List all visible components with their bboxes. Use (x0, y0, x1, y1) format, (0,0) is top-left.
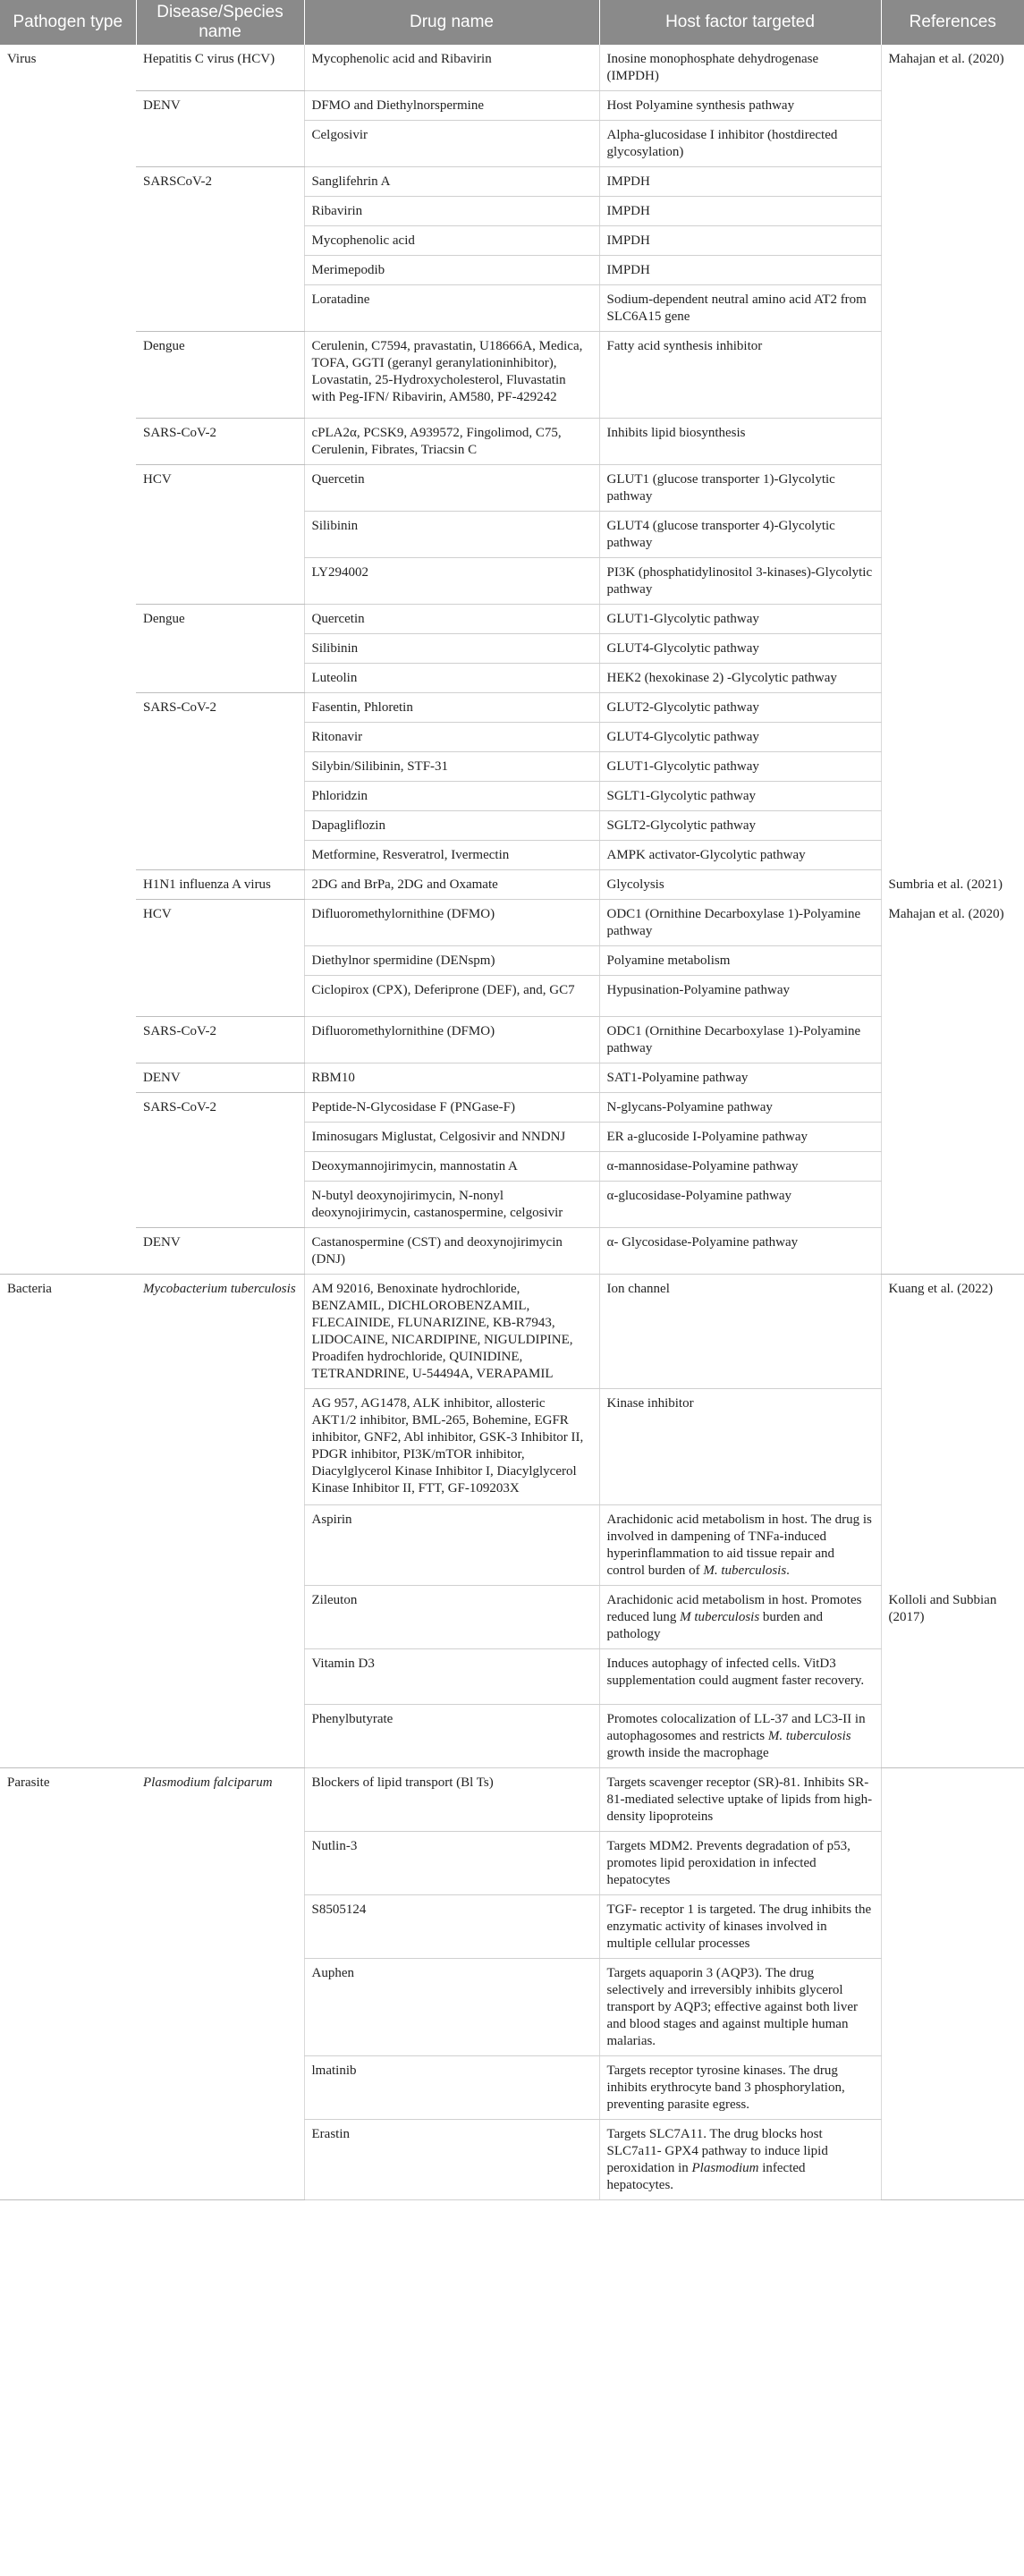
host-factor-text: GLUT4-Glycolytic pathway (606, 730, 759, 744)
drug-name-cell: Ribavirin (304, 197, 599, 226)
reference-cell: Kuang et al. (2022) (881, 1275, 1024, 1586)
species-cell (136, 900, 304, 1017)
drug-name-cell: 2DG and BrPa, 2DG and Oxamate (304, 870, 599, 900)
species-name: SARS-CoV-2 (143, 426, 216, 440)
host-factor-cell (599, 841, 881, 870)
drug-name-cell: Cerulenin, C7594, pravastatin, U18666A, Medica, TOFA, GGTI (geranyl geranylationinhibitor), Lovastatin, 25-Hydroxycholesterol, Fluvastatin with Peg-IFN/ Ribavirin, AM580, PF-429242 (304, 332, 599, 419)
host-factor-cell (599, 121, 881, 167)
drug-name-cell: Aspirin (304, 1505, 599, 1586)
species-name: SARSCoV-2 (143, 174, 212, 189)
host-factor-cell (599, 2120, 881, 2200)
host-factor-text-end: burden and pathology (606, 1610, 823, 1641)
drug-name-cell: Quercetin (304, 465, 599, 512)
host-factor-cell (599, 512, 881, 558)
host-factor-cell (599, 1152, 881, 1182)
table-row (0, 605, 1024, 634)
host-factor-text: Targets scavenger receptor (SR)-81. Inhibits SR-81-mediated selective uptake of lipids from high-density lipoproteins (606, 1775, 873, 1824)
host-factor-cell (599, 723, 881, 752)
table-row (0, 1093, 1024, 1123)
species-name: DENV (143, 1071, 181, 1085)
drug-name-cell: DFMO and Diethylnorspermine (304, 91, 599, 121)
species-name: SARS-CoV-2 (143, 700, 216, 715)
host-factor-text: GLUT4-Glycolytic pathway (606, 641, 759, 656)
host-factor-text: Polyamine metabolism (606, 953, 731, 968)
host-factor-cell (599, 45, 881, 91)
host-factor-text: Inhibits lipid biosynthesis (606, 426, 746, 440)
species-cell (136, 870, 304, 900)
header-pathogen-type: Pathogen type (0, 0, 136, 45)
species-name: SARS-CoV-2 (143, 1100, 216, 1114)
species-cell (136, 45, 304, 91)
drug-name-cell: RBM10 (304, 1063, 599, 1093)
drug-name-cell: lmatinib (304, 2056, 599, 2120)
drug-name-cell: Blockers of lipid transport (Bl Ts) (304, 1768, 599, 1832)
host-factor-cell (599, 285, 881, 332)
host-factor-text: Targets SLC7A11. The drug blocks host SLC7a11- GPX4 pathway to induce lipid peroxidation in (606, 2127, 828, 2175)
table-row (0, 465, 1024, 512)
table-row (0, 1768, 1024, 1832)
host-factor-cell (599, 465, 881, 512)
drug-name-cell: AG 957, AG1478, ALK inhibitor, allosteric AKT1/2 inhibitor, BML-265, Bohemine, EGFR inhibitor, GNF2, Abl inhibitor, GSK-3 Inhibitor II, PDGR inhibitor, PI3K/mTOR inhibitor, Diacylglycerol Kinase Inhibitor I, Diacylglycerol Kinase Inhibitor II, FTT, GF-109203X (304, 1389, 599, 1505)
drug-name-cell: Sanglifehrin A (304, 167, 599, 197)
reference-cell: Mahajan et al. (2020) (881, 900, 1024, 1275)
drug-name-cell: Phenylbutyrate (304, 1705, 599, 1768)
host-factor-text: HEK2 (hexokinase 2) -Glycolytic pathway (606, 671, 837, 685)
host-factor-text-end: infected hepatocytes. (606, 2161, 806, 2192)
drug-name-cell: AM 92016, Benoxinate hydrochloride, BENZAMIL, DICHLOROBENZAMIL, FLECAINIDE, FLUNARIZINE, KB-R7943, LIDOCAINE, NICARDIPINE, NIGULDIPINE, Proadifen hydrochloride, QUINIDINE, TETRANDRINE, U-54494A, VERAPAMIL (304, 1275, 599, 1389)
species-cell (136, 419, 304, 465)
host-factor-text: Ion channel (606, 1282, 670, 1296)
table-row (0, 419, 1024, 465)
table-header-row (0, 0, 1024, 45)
host-factor-text: Arachidonic acid metabolism in host. The drug is involved in dampening of TNFa-induced hyperinflammation to aid tissue repair and control burden of (606, 1513, 872, 1578)
table-row (0, 1228, 1024, 1275)
host-factor-cell (599, 1586, 881, 1649)
species-cell (136, 91, 304, 167)
species-cell (136, 167, 304, 332)
drug-name-cell: Ritonavir (304, 723, 599, 752)
drug-name-cell: Difluoromethylornithine (DFMO) (304, 900, 599, 946)
host-factor-cell (599, 1505, 881, 1586)
host-factor-cell (599, 634, 881, 664)
host-factor-cell (599, 811, 881, 841)
host-factor-cell (599, 256, 881, 285)
host-factor-species: M. tuberculosis (767, 1729, 851, 1743)
species-cell (136, 1275, 304, 1768)
species-name: SARS-CoV-2 (143, 1024, 216, 1038)
drug-name-cell: Silibinin (304, 634, 599, 664)
host-factor-text: Hypusination-Polyamine pathway (606, 983, 791, 997)
species-name: Dengue (143, 339, 185, 353)
drug-name-cell: Ciclopirox (CPX), Deferiprone (DEF), and, GC7 (304, 976, 599, 1017)
host-factor-cell (599, 197, 881, 226)
host-factor-text: Fatty acid synthesis inhibitor (606, 339, 763, 353)
host-factor-text: Targets aquaporin 3 (AQP3). The drug selectively and irreversibly inhibits glycerol transport by AQP3; effective against both liver and blood stages and against multiple human malarias. (606, 1966, 858, 2048)
host-factor-cell (599, 752, 881, 782)
drug-name-cell: Nutlin-3 (304, 1832, 599, 1895)
host-factor-text: α-glucosidase-Polyamine pathway (606, 1189, 792, 1203)
host-factor-cell (599, 946, 881, 976)
host-factor-text: Arachidonic acid metabolism in host. Promotes reduced lung (606, 1593, 862, 1624)
pathogen-type-cell: Bacteria (0, 1275, 136, 1768)
host-factor-text: Host Polyamine synthesis pathway (606, 98, 795, 113)
host-factor-cell (599, 900, 881, 946)
species-cell (136, 1228, 304, 1275)
species-name: Mycobacterium tuberculosis (143, 1282, 296, 1296)
host-factor-cell (599, 419, 881, 465)
host-factor-cell (599, 558, 881, 605)
host-factor-text: AMPK activator-Glycolytic pathway (606, 848, 806, 862)
drug-name-cell: LY294002 (304, 558, 599, 605)
host-factor-cell (599, 1182, 881, 1228)
species-name: DENV (143, 1235, 181, 1250)
host-factor-text: ER a-glucoside I-Polyamine pathway (606, 1130, 808, 1144)
species-name: Dengue (143, 612, 185, 626)
host-factor-text: Induces autophagy of infected cells. VitD3 supplementation could augment faster recovery. (606, 1657, 865, 1688)
drug-name-cell: Mycophenolic acid and Ribavirin (304, 45, 599, 91)
table-row (0, 45, 1024, 91)
host-factor-cell (599, 1649, 881, 1705)
table-row (0, 332, 1024, 419)
table-row (0, 1063, 1024, 1093)
host-factor-text: α-mannosidase-Polyamine pathway (606, 1159, 799, 1174)
host-factor-cell (599, 1768, 881, 1832)
table-row (0, 91, 1024, 121)
reference-cell: Mahajan et al. (2020) (881, 45, 1024, 870)
drug-name-cell: Deoxymannojirimycin, mannostatin A (304, 1152, 599, 1182)
host-factor-text: GLUT1-Glycolytic pathway (606, 612, 759, 626)
host-factor-cell (599, 976, 881, 1017)
host-factor-text: GLUT1 (glucose transporter 1)-Glycolytic pathway (606, 472, 835, 504)
host-factor-text: ODC1 (Ornithine Decarboxylase 1)-Polyamine pathway (606, 907, 861, 938)
host-factor-text: Inosine monophosphate dehydrogenase (IMPDH) (606, 52, 819, 83)
drug-name-cell: Silybin/Silibinin, STF-31 (304, 752, 599, 782)
host-factor-text: TGF- receptor 1 is targeted. The drug inhibits the enzymatic activity of kinases involved in multiple cellular processes (606, 1902, 872, 1951)
host-factor-text: IMPDH (606, 204, 650, 218)
table-row (0, 1275, 1024, 1389)
species-cell (136, 465, 304, 605)
host-factor-text: PI3K (phosphatidylinositol 3-kinases)-Glycolytic pathway (606, 565, 873, 597)
drug-name-cell: Vitamin D3 (304, 1649, 599, 1705)
host-factor-text: GLUT4 (glucose transporter 4)-Glycolytic pathway (606, 519, 835, 550)
drug-name-cell: Peptide-N-Glycosidase F (PNGase-F) (304, 1093, 599, 1123)
species-name: Hepatitis C virus (HCV) (143, 52, 275, 66)
header-drug-name: Drug name (304, 0, 599, 45)
host-factor-cell (599, 1389, 881, 1505)
species-cell (136, 1093, 304, 1228)
host-factor-text: Promotes colocalization of LL-37 and LC3-II in autophagosomes and restricts (606, 1712, 866, 1743)
host-factor-text: Alpha-glucosidase I inhibitor (hostdirected glycosylation) (606, 128, 838, 159)
drug-name-cell: Merimepodib (304, 256, 599, 285)
drug-name-cell: S8505124 (304, 1895, 599, 1959)
host-factor-cell (599, 2056, 881, 2120)
header-host-factor: Host factor targeted (599, 0, 881, 45)
host-factor-cell (599, 664, 881, 693)
species-cell (136, 1063, 304, 1093)
drug-name-cell: Luteolin (304, 664, 599, 693)
drug-name-cell: Zileuton (304, 1586, 599, 1649)
host-factor-species: M. tuberculosis (703, 1563, 787, 1578)
host-factor-text: Kinase inhibitor (606, 1396, 694, 1411)
host-factor-cell (599, 782, 881, 811)
host-factor-cell (599, 1275, 881, 1389)
host-factor-cell (599, 226, 881, 256)
host-factor-cell (599, 1895, 881, 1959)
drug-name-cell: Difluoromethylornithine (DFMO) (304, 1017, 599, 1063)
host-factor-cell (599, 91, 881, 121)
drug-name-cell: Mycophenolic acid (304, 226, 599, 256)
drug-name-cell: Metformine, Resveratrol, Ivermectin (304, 841, 599, 870)
drug-name-cell: Quercetin (304, 605, 599, 634)
host-factor-cell (599, 1959, 881, 2056)
host-factor-species: Plasmodium (691, 2161, 759, 2175)
table-body (0, 45, 1024, 2200)
species-name: Plasmodium falciparum (143, 1775, 273, 1790)
drug-name-cell: Auphen (304, 1959, 599, 2056)
species-cell (136, 693, 304, 870)
host-factor-species: M tuberculosis (680, 1610, 760, 1624)
host-factor-text: IMPDH (606, 174, 650, 189)
pathogen-type-cell: Virus (0, 45, 136, 1275)
host-factor-text: α- Glycosidase-Polyamine pathway (606, 1235, 799, 1250)
host-factor-text: Glycolysis (606, 877, 664, 892)
host-factor-text: Targets MDM2. Prevents degradation of p53, promotes lipid peroxidation in infected hepatocytes (606, 1839, 851, 1887)
species-cell (136, 1017, 304, 1063)
drug-name-cell: N-butyl deoxynojirimycin, N-nonyl deoxynojirimycin, castanospermine, celgosivir (304, 1182, 599, 1228)
host-factor-cell (599, 1063, 881, 1093)
host-factor-cell (599, 1228, 881, 1275)
host-factor-text: Targets receptor tyrosine kinases. The drug inhibits erythrocyte band 3 phosphorylation, preventing parasite egress. (606, 2063, 845, 2112)
species-cell (136, 605, 304, 693)
host-factor-cell (599, 1017, 881, 1063)
host-factor-cell (599, 605, 881, 634)
table-row (0, 167, 1024, 197)
reference-cell: Sumbria et al. (2021) (881, 870, 1024, 900)
drug-name-cell: Silibinin (304, 512, 599, 558)
reference-cell (881, 1768, 1024, 2200)
species-cell (136, 1768, 304, 2200)
species-name: HCV (143, 472, 172, 487)
host-factor-text: SAT1-Polyamine pathway (606, 1071, 749, 1085)
species-name: DENV (143, 98, 181, 113)
table-row (0, 693, 1024, 723)
host-factor-cell (599, 870, 881, 900)
host-factor-text: GLUT1-Glycolytic pathway (606, 759, 759, 774)
species-cell (136, 332, 304, 419)
pathogen-type-cell: Parasite (0, 1768, 136, 2200)
host-factor-cell (599, 332, 881, 419)
drug-name-cell: Dapagliflozin (304, 811, 599, 841)
table-row (0, 870, 1024, 900)
drug-name-cell: Phloridzin (304, 782, 599, 811)
species-name: HCV (143, 907, 172, 921)
header-references: References (881, 0, 1024, 45)
header-species: Disease/Species name (136, 0, 304, 45)
host-factor-cell (599, 1705, 881, 1768)
drug-name-cell: Castanospermine (CST) and deoxynojirimycin (DNJ) (304, 1228, 599, 1275)
drug-name-cell: Iminosugars Miglustat, Celgosivir and NNDNJ (304, 1123, 599, 1152)
drug-name-cell: cPLA2α, PCSK9, A939572, Fingolimod, C75, Cerulenin, Fibrates, Triacsin C (304, 419, 599, 465)
host-factor-text: SGLT2-Glycolytic pathway (606, 818, 757, 833)
host-factor-cell (599, 1832, 881, 1895)
host-factor-text: ODC1 (Ornithine Decarboxylase 1)-Polyamine pathway (606, 1024, 861, 1055)
reference-cell: Kolloli and Subbian (2017) (881, 1586, 1024, 1768)
host-factor-cell (599, 167, 881, 197)
host-factor-text: N-glycans-Polyamine pathway (606, 1100, 773, 1114)
host-factor-text-end: . (786, 1563, 790, 1578)
drug-name-cell: Fasentin, Phloretin (304, 693, 599, 723)
host-factor-cell (599, 1123, 881, 1152)
drug-name-cell: Diethylnor spermidine (DENspm) (304, 946, 599, 976)
host-factor-cell (599, 1093, 881, 1123)
host-factor-text-end: growth inside the macrophage (606, 1746, 769, 1760)
host-factor-text: SGLT1-Glycolytic pathway (606, 789, 757, 803)
species-name: H1N1 influenza A virus (143, 877, 271, 892)
drug-name-cell: Loratadine (304, 285, 599, 332)
host-factor-text: IMPDH (606, 263, 650, 277)
host-factor-text: IMPDH (606, 233, 650, 248)
drug-name-cell: Erastin (304, 2120, 599, 2200)
host-factor-cell (599, 693, 881, 723)
table-row (0, 900, 1024, 946)
table-row (0, 1017, 1024, 1063)
drug-name-cell: Celgosivir (304, 121, 599, 167)
host-factor-text: GLUT2-Glycolytic pathway (606, 700, 759, 715)
host-factor-text: Sodium-dependent neutral amino acid AT2 from SLC6A15 gene (606, 292, 867, 324)
